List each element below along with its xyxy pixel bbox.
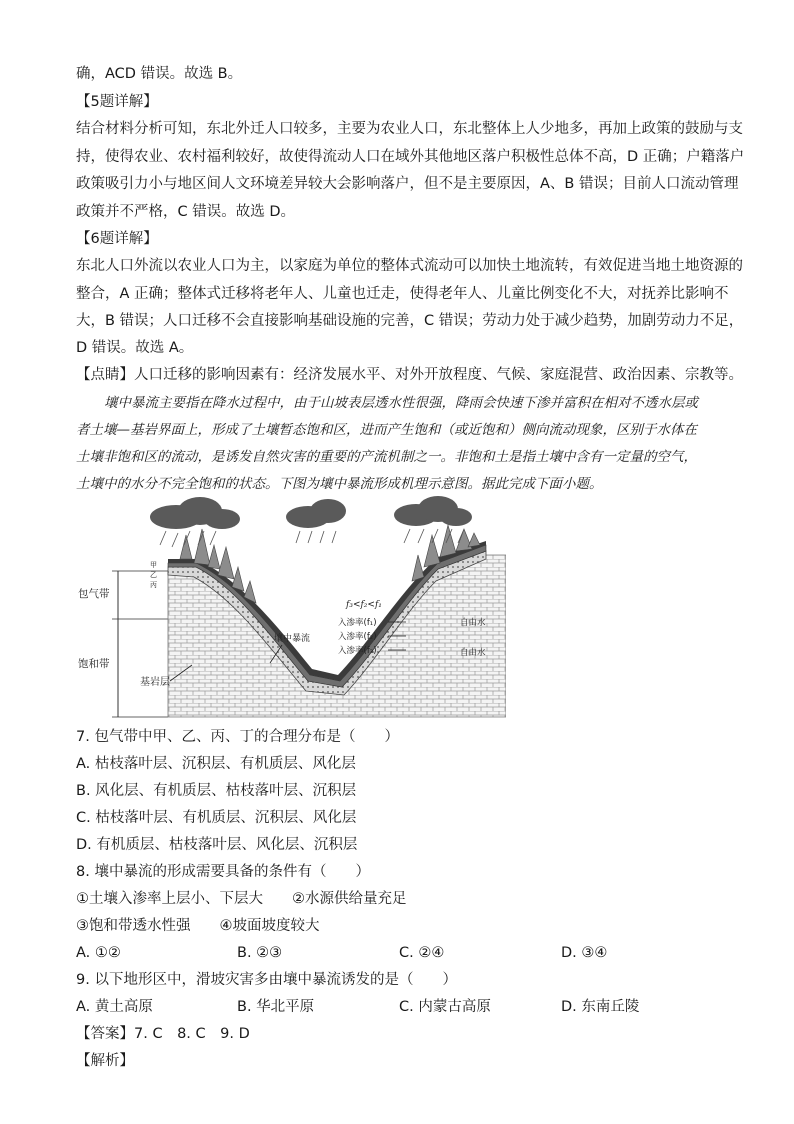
layer-yi-label: 乙 — [150, 571, 157, 579]
subsurface-stormflow-diagram — [76, 495, 506, 721]
statement-line: ①土壤入渗率上层小、下层大 ②水源供给量充足 — [76, 891, 407, 907]
material-line: 壤中暴流主要指在降水过程中，由于山坡表层透水性很强，降雨会快速下渗并富积在相对不透水层或 — [104, 395, 698, 411]
option-7b: B. 风化层、有机质层、枯枝落叶层、沉积层 — [76, 783, 357, 799]
text-line: 政策吸引力小与地区间人文环境差异较大会影响落户，但不是主要原因，A、B 错误；目前人口流动管理 — [76, 176, 739, 192]
zone-air-label: 包气带 — [78, 588, 110, 600]
text-line: 政策并不严格，C 错误。故选 D。 — [76, 204, 296, 220]
option-7d: D. 有机质层、枯枝落叶层、风化层、沉积层 — [76, 837, 358, 853]
text-line: D 错误。故选 A。 — [76, 340, 194, 356]
option-8a: A. ①② — [76, 945, 121, 961]
rate-f3-label: 入渗率(f₃) — [338, 646, 377, 656]
statement-line: ③饱和带透水性强 ④坡面坡度较大 — [76, 918, 320, 934]
text-line: 确，ACD 错误。故选 B。 — [76, 66, 243, 82]
zone-saturated-label: 饱和带 — [78, 658, 110, 670]
option-8c: C. ②④ — [399, 945, 445, 961]
material-line: 者土壤—基岩界面上，形成了土壤暂态饱和区，进而产生饱和（或近饱和）侧向流动现象，区别于水体在 — [76, 422, 697, 438]
section-header-q5: 【5题详解】 — [76, 94, 158, 110]
option-8b: B. ②③ — [237, 945, 283, 961]
layer-bing-label: 丙 — [150, 581, 157, 589]
layer-jia-label: 甲 — [150, 561, 157, 569]
material-line: 土壤非饱和区的流动，是诱发自然灾害的重要的产流机制之一。非饱和土是指土壤中含有一定量的空气， — [76, 449, 697, 465]
text-line: 东北人口外流以农业人口为主，以家庭为单位的整体式流动可以加快土地流转，有效促进当地土地资源的 — [76, 258, 743, 274]
question-7: 7. 包气带中甲、乙、丙、丁的合理分布是（ ） — [76, 729, 399, 745]
text-line: 整合，A 正确；整体式迁移将老年人、儿童也迁走，使得老年人、儿童比例变化不大，对抚养比影响不 — [76, 286, 729, 302]
free-water-label: 自由水 — [460, 648, 486, 658]
answer-line: 【答案】7. C 8. C 9. D — [76, 1026, 250, 1042]
option-9c: C. 内蒙古高原 — [399, 999, 491, 1015]
option-7c: C. 枯枝落叶层、有机质层、沉积层、风化层 — [76, 810, 357, 826]
section-header-q6: 【6题详解】 — [76, 231, 158, 247]
text-line: 持，使得农业、农村福利较好，故使得流动人口在域外其他地区落户积极性总体不高，D 正确；户籍落户 — [76, 149, 745, 165]
text-line: 大，B 错误；人口迁移不会直接影响基础设施的完善，C 错误；劳动力处于减少趋势，加剧劳动力不足， — [76, 313, 744, 329]
option-9b: B. 华北平原 — [237, 999, 315, 1015]
analysis-header: 【解析】 — [76, 1053, 134, 1069]
option-7a: A. 枯枝落叶层、沉积层、有机质层、风化层 — [76, 756, 356, 772]
tip-line: 【点睛】人口迁移的影响因素有：经济发展水平、对外开放程度、气候、家庭混营、政治因素、宗教等。 — [76, 367, 743, 383]
rate-f1-label: 入渗率(f₁) — [338, 618, 377, 628]
question-8: 8. 壤中暴流的形成需要具备的条件有（ ） — [76, 864, 370, 880]
option-9d: D. 东南丘陵 — [561, 999, 640, 1015]
free-water-label: 自由水 — [460, 618, 486, 628]
text-line: 结合材料分析可知，东北外迁人口较多，主要为农业人口，东北整体上人少地多，再加上政策的鼓励与支 — [76, 121, 743, 137]
option-9a: A. 黄土高原 — [76, 999, 153, 1015]
rate-f2-label: 入渗率(f₂) — [338, 632, 377, 642]
bedrock-label: 基岩层 — [140, 677, 170, 688]
subsurface-flow-label: 壤中暴流 — [274, 634, 311, 644]
rate-relation-label: f₃<f₂<f₁ — [346, 600, 382, 610]
option-8d: D. ③④ — [561, 945, 608, 961]
material-line: 土壤中的水分不完全饱和的状态。下图为壤中暴流形成机理示意图。据此完成下面小题。 — [76, 476, 603, 492]
question-9: 9. 以下地形区中，滑坡灾害多由壤中暴流诱发的是（ ） — [76, 972, 457, 988]
